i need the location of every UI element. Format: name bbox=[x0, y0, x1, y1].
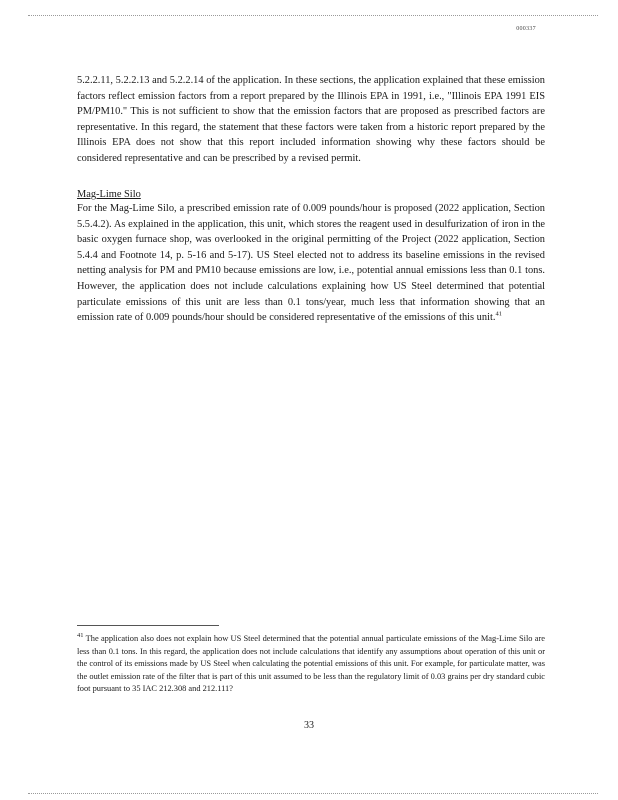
paragraph-mag-lime-silo bbox=[77, 201, 545, 326]
paragraph-mag-lime-silo-text: For the Mag-Lime Silo, a prescribed emission rate of 0.009 pounds/hour is proposed (2022 application, Section 5.5.4.2). As explained in the application, this unit, which stores the reagent used in desulfurization of iron in the basic oxygen furnace shop, was overlooked in the original permitting of the Project (2022 application, Section 5.4.4 and Footnote 14, p. 5-16 and 5-17). US Steel elected not to address its baseline emissions in the revised netting analysis for PM and PM10 because emissions are low, i.e., potential annual emissions less than 0.1 tons. However, the application does not include calculations explaining how US Steel determined that potential particulate emissions of this unit are less than 0.1 tons/year, much less that information showing that an emission rate of 0.009 pounds/hour should be considered representative of the emissions of this unit. bbox=[77, 203, 545, 324]
footnote bbox=[77, 633, 545, 696]
page-number: 33 bbox=[304, 720, 314, 731]
bates-number: 000337 bbox=[516, 26, 536, 32]
footnote-text: The application also does not explain how US Steel determined that the potential annual particulate emissions of the Mag-Lime Silo are less than 0.1 tons. In this regard, the application does not include calculations that identify any assumptions about operation of this unit or the control of its emissions made by US Steel when calculating the potential emissions of this unit. For example, for particulate matter, was the outlet emission rate of the filter that is part of this unit assumed to be less than the regulatory limit of 0.03 grains per dry standard cubic foot pursuant to 35 IAC 212.308 and 212.111? bbox=[77, 634, 545, 694]
paragraph-emission-factors: 5.2.2.11, 5.2.2.13 and 5.2.2.14 of the application. In these sections, the application explained that these emission factors reflect emission factors from a report prepared by the Illinois EPA in 1991, i.e., "Illinois EPA 1991 EIS PM/PM10." This is not sufficient to show that the emission factors that are proposed as prescribed factors are representative. In this regard, the statement that these factors were taken from a historic report prepared by the Illinois EPA does not show that this report included information showing why these factors should be considered representative and can be prescribed by a revised permit. bbox=[77, 75, 545, 164]
scan-edge-bottom bbox=[28, 793, 598, 794]
footnote-number: 41 bbox=[77, 632, 84, 640]
scan-edge-top bbox=[28, 15, 598, 16]
section-heading-mag-lime-silo: Mag-Lime Silo bbox=[77, 189, 141, 200]
footnote-separator bbox=[77, 625, 219, 626]
footnote-reference: 41 bbox=[495, 310, 502, 318]
